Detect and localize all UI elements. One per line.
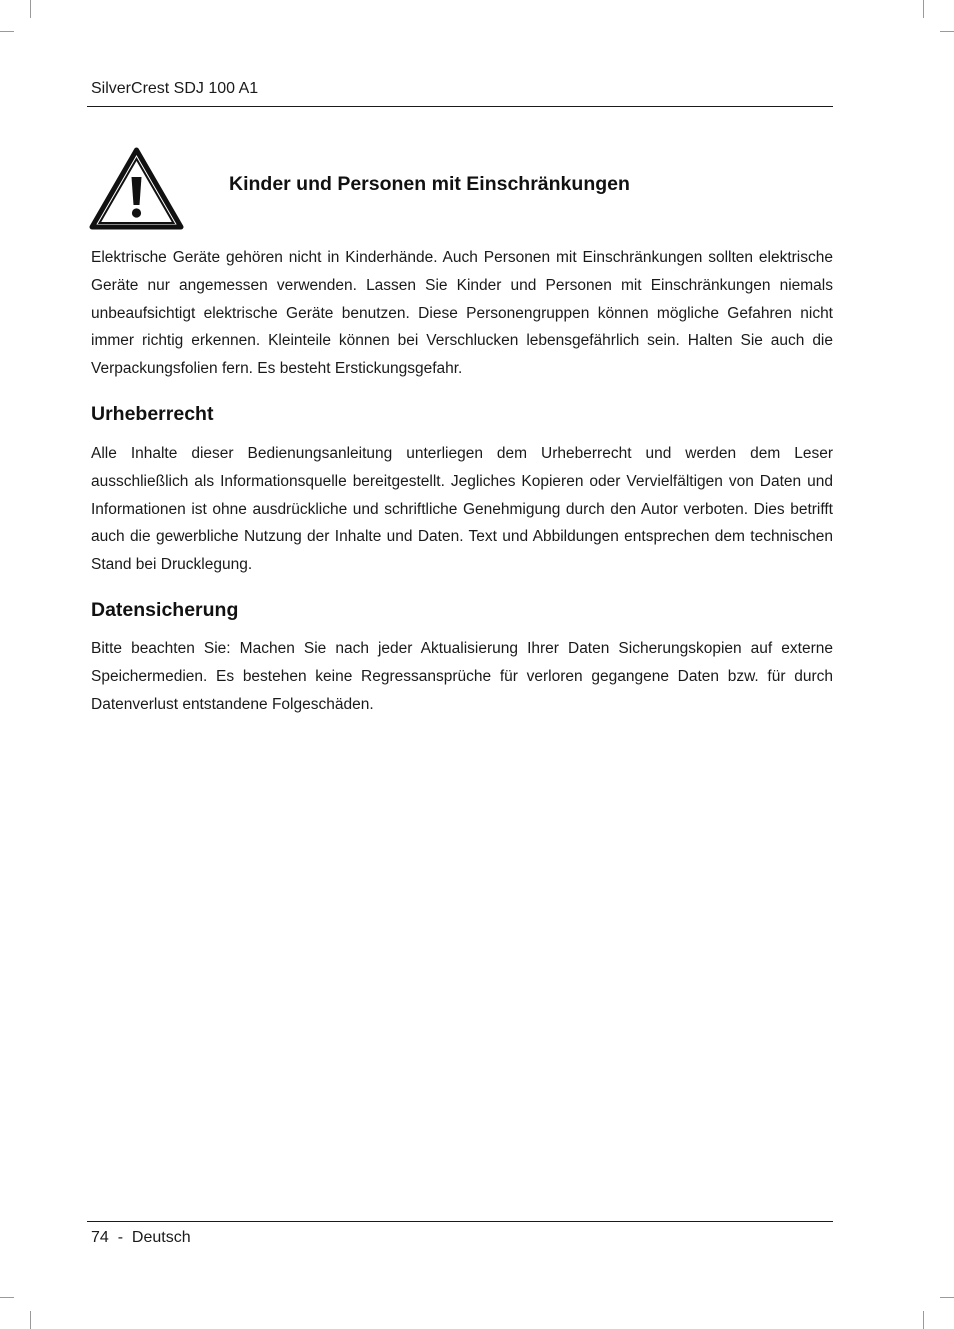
footer-rule [87, 1221, 833, 1222]
crop-mark [30, 0, 31, 18]
footer-language: Deutsch [131, 1229, 191, 1246]
running-header: SilverCrest SDJ 100 A1 [91, 80, 259, 97]
copyright-paragraph: Alle Inhalte dieser Bedienungsanleitung unterliegen dem Urheberrecht und werden dem Leser ausschließlich als Informationsquelle bereitgestellt. Jegliches Kopieren oder Vervielfältigen von Daten und Informationen ist ohne ausdrückliche und schriftliche Genehmigung durch den Autor verboten. Dies betrifft auch die gewerbliche Nutzung der Inhalte und Daten. Text und Abbildungen entsprechen dem technischen Stand bei Drucklegung. [91, 445, 833, 574]
section-heading-backup: Datensicherung [91, 599, 239, 621]
footer-separator: - [117, 1229, 124, 1246]
crop-mark [0, 31, 14, 32]
warning-triangle-icon [89, 147, 184, 231]
backup-paragraph: Bitte beachten Sie: Machen Sie nach jeder Aktualisierung Ihrer Daten Sicherungskopien auf externe Speichermedien. Es bestehen keine Regressansprüche für verloren gegangene Daten bzw. für durch Datenverlust entstandene Folgeschäden. [91, 640, 833, 713]
crop-mark [30, 1311, 31, 1329]
crop-mark [940, 31, 954, 32]
crop-mark [923, 0, 924, 18]
header-rule [87, 106, 833, 107]
warning-paragraph: Elektrische Geräte gehören nicht in Kinderhände. Auch Personen mit Einschränkungen sollten elektrische Geräte nur angemessen verwenden. Lassen Sie Kinder und Personen mit Einschränkungen niemals unbeaufsichtigt elektrische Geräte benutzen. Diese Personengruppen können mögliche Gefahren nicht immer richtig erkennen. Kleinteile können bei Verschlucken lebensgefährlich sein. Halten Sie auch die Verpackungsfolien fern. Es besteht Erstickungsgefahr. [91, 249, 833, 378]
crop-mark [940, 1297, 954, 1298]
crop-mark [923, 1311, 924, 1329]
page-number: 74 [91, 1229, 109, 1246]
section-heading-copyright: Urheberrecht [91, 403, 214, 425]
crop-mark [0, 1297, 14, 1298]
page-footer [91, 1228, 191, 1248]
warning-heading: Kinder und Personen mit Einschränkungen [229, 173, 630, 195]
